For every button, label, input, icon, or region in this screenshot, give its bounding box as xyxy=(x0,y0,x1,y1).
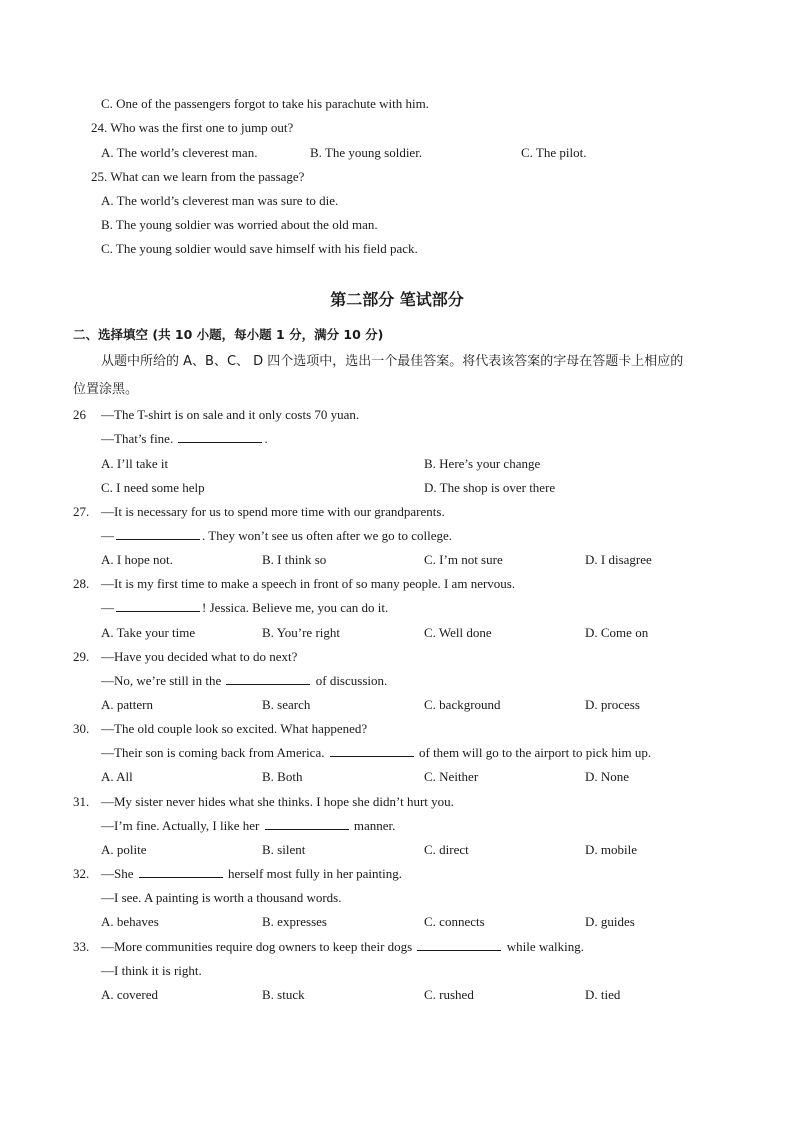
part2-heading: 二、选择填空 (共 10 小题，每小题 1 分，满分 10 分) xyxy=(73,327,384,342)
q33-line1: —More communities require dog owners to keep their dogs while walking. xyxy=(101,939,584,954)
q26-option-d: D. The shop is over there xyxy=(424,480,556,495)
q32-option-a: A. behaves xyxy=(101,914,159,929)
q31-option-d: D. mobile xyxy=(585,842,637,857)
q30-option-d: D. None xyxy=(585,769,630,784)
q24-option-c: C. The pilot. xyxy=(521,145,587,160)
q32-option-b: B. expresses xyxy=(262,914,327,929)
q29-option-c: C. background xyxy=(424,697,501,712)
q32-line2: —I see. A painting is worth a thousand words. xyxy=(101,890,342,905)
q27-option-c: C. I’m not sure xyxy=(424,552,503,567)
q26-number: 26 xyxy=(73,407,86,422)
answer-blank xyxy=(226,673,310,685)
q29-line2: —No, we’re still in the of discussion. xyxy=(101,673,388,688)
answer-blank xyxy=(116,600,200,612)
q26-line1: —The T-shirt is on sale and it only costs 70 yuan. xyxy=(101,407,360,422)
q31-option-c: C. direct xyxy=(424,842,469,857)
q32-number: 32. xyxy=(73,866,90,881)
q33-option-a: A. covered xyxy=(101,987,159,1002)
q25-option-a: A. The world’s cleverest man was sure to die. xyxy=(101,193,339,208)
q33-number: 33. xyxy=(73,939,90,954)
q31-line1: —My sister never hides what she thinks. I hope she didn’t hurt you. xyxy=(101,794,454,809)
q30-option-a: A. All xyxy=(101,769,133,784)
q31-option-b: B. silent xyxy=(262,842,306,857)
q27-option-a: A. I hope not. xyxy=(101,552,173,567)
q27-line2: — . They won’t see us often after we go to college. xyxy=(101,528,453,543)
q28-option-c: C. Well done xyxy=(424,625,492,640)
answer-blank xyxy=(116,528,200,540)
q28-option-d: D. Come on xyxy=(585,625,649,640)
q30-option-c: C. Neither xyxy=(424,769,479,784)
part2-title: 第二部分 笔试部分 xyxy=(330,290,464,309)
q31-number: 31. xyxy=(73,794,90,809)
answer-blank xyxy=(265,818,349,830)
answer-blank xyxy=(417,939,501,951)
answer-blank xyxy=(139,866,223,878)
q27-number: 27. xyxy=(73,504,90,519)
q28-option-a: A. Take your time xyxy=(101,625,196,640)
q28-number: 28. xyxy=(73,576,90,591)
q32-option-d: D. guides xyxy=(585,914,635,929)
part2-instructions-line1: 从题中所给的 A、B、C、 D 四个选项中，选出一个最佳答案。将代表该答案的字母在答题卡上相应的 xyxy=(101,354,684,369)
q30-number: 30. xyxy=(73,721,90,736)
q27-line1: —It is necessary for us to spend more time with our grandparents. xyxy=(101,504,445,519)
q33-line2: —I think it is right. xyxy=(101,963,202,978)
q28-line2: — ! Jessica. Believe me, you can do it. xyxy=(101,600,389,615)
q25-option-b: B. The young soldier was worried about the old man. xyxy=(101,217,378,232)
q29-line1: —Have you decided what to do next? xyxy=(101,649,298,664)
q30-option-b: B. Both xyxy=(262,769,303,784)
q30-line1: —The old couple look so excited. What happened? xyxy=(101,721,368,736)
q33-option-b: B. stuck xyxy=(262,987,305,1002)
q29-number: 29. xyxy=(73,649,90,664)
q26-option-c: C. I need some help xyxy=(101,480,205,495)
part2-instructions-line2: 位置涂黑。 xyxy=(73,382,139,397)
q29-option-a: A. pattern xyxy=(101,697,153,712)
q29-option-d: D. process xyxy=(585,697,640,712)
q24-option-b: B. The young soldier. xyxy=(310,145,423,160)
q28-line1: —It is my first time to make a speech in front of so many people. I am nervous. xyxy=(101,576,516,591)
q30-line2: —Their son is coming back from America. of them will go to the airport to pick him up. xyxy=(101,745,652,760)
q28-option-b: B. You’re right xyxy=(262,625,341,640)
answer-blank xyxy=(178,431,262,443)
q27-option-b: B. I think so xyxy=(262,552,327,567)
q24-option-a: A. The world’s cleverest man. xyxy=(101,145,258,160)
q33-option-d: D. tied xyxy=(585,987,621,1002)
q26-option-a: A. I’ll take it xyxy=(101,456,169,471)
q33-option-c: C. rushed xyxy=(424,987,474,1002)
q31-option-a: A. polite xyxy=(101,842,147,857)
q32-option-c: C. connects xyxy=(424,914,485,929)
q23-option-c: C. One of the passengers forgot to take his parachute with him. xyxy=(101,96,429,111)
q32-line1: —She herself most fully in her painting. xyxy=(101,866,403,881)
q26-option-b: B. Here’s your change xyxy=(424,456,541,471)
q29-option-b: B. search xyxy=(262,697,311,712)
q26-line2: —That’s fine. . xyxy=(101,431,268,446)
q31-line2: —I’m fine. Actually, I like her manner. xyxy=(101,818,396,833)
q25-option-c: C. The young soldier would save himself with his field pack. xyxy=(101,241,418,256)
q27-option-d: D. I disagree xyxy=(585,552,652,567)
q25-stem: 25. What can we learn from the passage? xyxy=(91,169,305,184)
q24-stem: 24. Who was the first one to jump out? xyxy=(91,120,294,135)
answer-blank xyxy=(330,745,414,757)
